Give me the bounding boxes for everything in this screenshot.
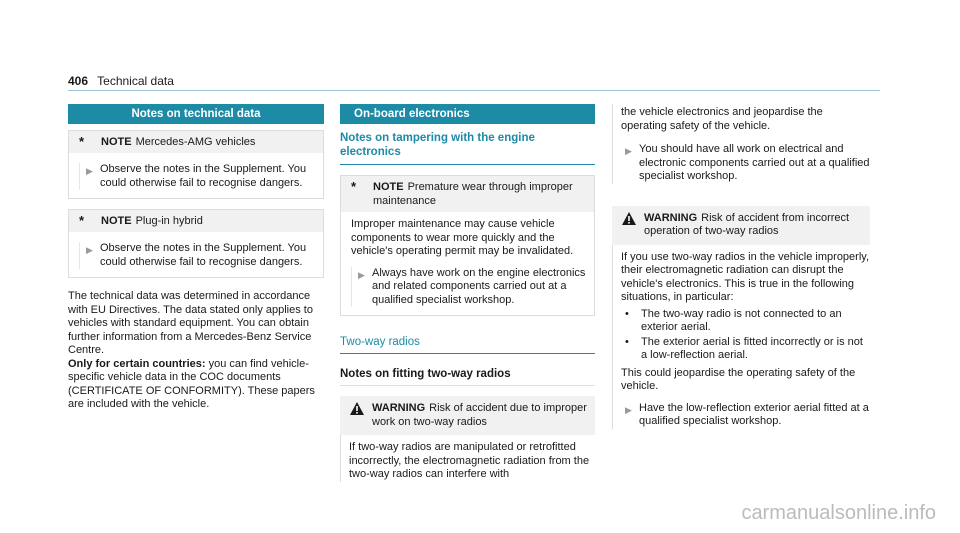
column-2	[340, 104, 595, 482]
column-1	[68, 104, 324, 412]
note-star-icon: *	[351, 179, 357, 194]
section-title: On-board electronics	[340, 104, 595, 124]
warning-triangle-icon	[622, 212, 644, 230]
step-text: Have the low-reflection exterior aerial fitted at a qualified specialist workshop.	[639, 401, 869, 427]
note-text: Improper maintenance may cause vehicle components to wear more quickly and the vehicle's operating permit may be invalidated.	[351, 218, 574, 257]
note-header	[341, 176, 594, 212]
step-text: You should have all work on electrical and electronic components carried out at a qualified specialist workshop.	[639, 143, 870, 182]
warning-header	[340, 396, 595, 435]
step-arrow-icon: ▶	[86, 166, 93, 176]
note-star-icon: *	[79, 134, 85, 149]
body-paragraph: The technical data was determined in accordance with EU Directives. The data stated only applies to vehicles with standard equipment. You can obtain further information from a Mercedes-Benz Service Centre.	[68, 290, 313, 356]
subsection-title: Notes on tampering with the engine electronics	[340, 132, 595, 165]
subsection-title: Notes on fitting two-way radios	[340, 368, 595, 386]
instruction-step	[621, 143, 870, 184]
instruction-step	[79, 163, 315, 190]
header-rule	[68, 90, 880, 91]
note-star-icon: *	[79, 213, 85, 228]
warning-header	[612, 206, 870, 245]
note-header	[69, 210, 323, 232]
warning-heading: Risk of accident due to improper work on two-way radios	[372, 402, 587, 428]
note-heading: Premature wear through improper maintenance	[373, 181, 573, 207]
warning-box	[340, 396, 595, 482]
warning-label: WARNING	[372, 402, 426, 414]
note-box-maintenance	[340, 175, 595, 316]
warning-text: If you use two-way radios in the vehicle improperly, their electromagnetic radiation can disrupt the vehicle's electronics. This is true in the following situations, in particular: • The two-way radio is not connected to an exterior aerial. • The exterior aerial is fitted incorrectly or is not a low-reflection aerial. This could jeopardise the operating safety of the vehicle. ▶ Have the low-reflection exterior aerial fitted at a qualified specialist workshop.	[612, 245, 870, 429]
note-heading: Mercedes-AMG vehicles	[135, 136, 256, 148]
section-title: Notes on technical data	[68, 104, 324, 124]
step-text: Observe the notes in the Supplement. You could otherwise fail to recognise dangers.	[100, 163, 307, 189]
list-item: • The two-way radio is not connected to an exterior aerial.	[625, 307, 842, 333]
note-label: NOTE	[101, 136, 132, 148]
column-3	[612, 104, 870, 429]
section-name: Technical data	[97, 74, 174, 88]
note-header	[69, 131, 323, 153]
bold-lead: Only for certain countries:	[68, 357, 206, 370]
step-arrow-icon: ▶	[358, 269, 365, 280]
note-label: NOTE	[373, 181, 404, 193]
instruction-step	[621, 402, 870, 429]
bullet-list	[621, 308, 870, 363]
page-number: 406	[68, 74, 89, 88]
step-text: Always have work on the engine electronics and related components carried out at a qualified specialist workshop.	[372, 266, 586, 306]
warning-heading: Risk of accident from incorrect operation of two-way radios	[644, 211, 850, 237]
section-heading-radios: Two-way radios	[340, 336, 595, 354]
warning-text: If two-way radios are manipulated or retrofitted incorrectly, the electromagnetic radiation from the two-way radios can interfere with	[340, 435, 595, 482]
step-arrow-icon: ▶	[625, 404, 632, 415]
warning-box	[612, 206, 870, 429]
step-arrow-icon: ▶	[86, 245, 93, 255]
warning-continued: the vehicle electronics and jeopardise the operating safety of the vehicle. ▶ You should have all work on electrical and electronic components carried out at a qualified specialist workshop.	[612, 104, 870, 184]
instruction-step	[351, 267, 586, 308]
list-item: • The exterior aerial is fitted incorrectly or is not a low-reflection aerial.	[625, 335, 863, 361]
warning-triangle-icon	[350, 402, 372, 420]
instruction-step	[79, 242, 315, 269]
note-box-hybrid	[68, 209, 324, 278]
step-text: Observe the notes in the Supplement. You could otherwise fail to recognise dangers.	[100, 242, 307, 268]
note-box-amg	[68, 130, 324, 199]
warning-label: WARNING	[644, 211, 698, 224]
watermark: carmanualsonline.info	[741, 502, 936, 524]
note-label: NOTE	[101, 215, 132, 227]
body-paragraph-countries: Only for certain countries: you can find vehicle-specific vehicle data in the COC documents (CERTIFICATE OF CONFORMITY). These papers are included with the vehicle.	[68, 357, 315, 410]
step-arrow-icon: ▶	[625, 146, 632, 156]
note-heading: Plug-in hybrid	[135, 215, 203, 227]
page-header	[68, 74, 174, 88]
